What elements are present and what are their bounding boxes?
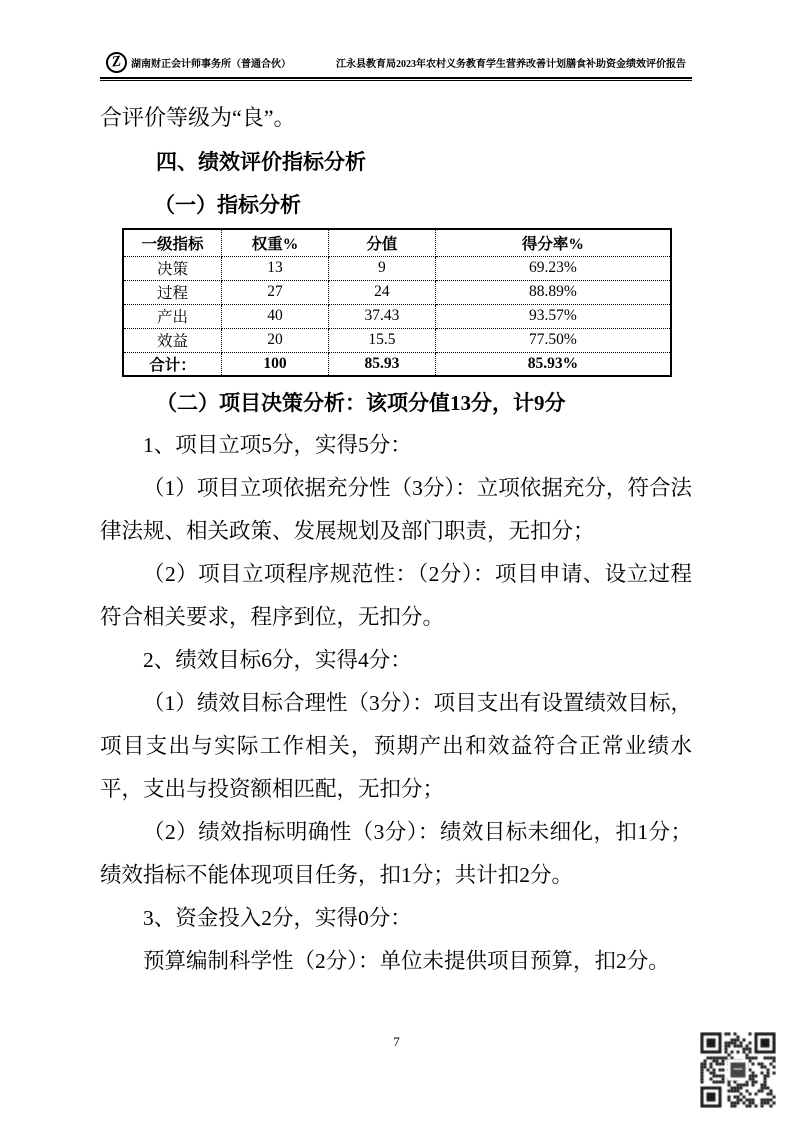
table-row: [123, 328, 671, 352]
table-cell: 85.93: [328, 352, 435, 376]
table-cell: 88.89%: [435, 280, 671, 304]
section-heading: 四、绩效评价指标分析: [156, 151, 366, 174]
table-row: [123, 304, 671, 328]
body-paragraph: 1、项目立项5分，实得5分：: [143, 433, 412, 457]
table-row: [123, 352, 671, 376]
firm-logo-glyph: Z: [110, 53, 123, 71]
table-cell: 24: [328, 280, 435, 304]
table-column-header: 权重%: [222, 229, 329, 256]
sub-heading-indicator-analysis: （一）指标分析: [154, 193, 301, 217]
table-column-header: 一级指标: [123, 229, 222, 256]
table-column-header: 分值: [328, 229, 435, 256]
table-cell: 85.93%: [435, 352, 671, 376]
table-cell: 13: [222, 256, 329, 280]
table-cell: 100: [222, 352, 329, 376]
firm-name: 湖南财正会计师事务所（普通合伙）: [131, 59, 291, 70]
table-cell: 过程: [123, 280, 222, 304]
table-row: [123, 280, 671, 304]
qr-code-image: [700, 1032, 776, 1108]
body-paragraph: （2）项目立项程序规范性：（2分）：项目申请、设立过程符合相关要求，程序到位，无扣分。: [100, 562, 692, 629]
table-cell: 9: [328, 256, 435, 280]
table-cell: 20: [222, 328, 329, 352]
sub-heading-decision-analysis: （二）项目决策分析：该项分值13分，计9分: [156, 391, 566, 415]
table-cell: 决策: [123, 256, 222, 280]
page-header: [100, 0, 692, 81]
table-cell: 合计：: [123, 352, 222, 376]
body-paragraph: （2）绩效指标明确性（3分）：绩效目标未细化，扣1分；绩效指标不能体现项目任务，扣1分；共计扣2分。: [100, 820, 692, 887]
body-paragraph: 2、绩效目标6分，实得4分：: [143, 648, 412, 672]
body-paragraph: （1）项目立项依据充分性（3分）：立项依据充分，符合法律法规、相关政策、发展规划及部门职责，无扣分；: [100, 476, 692, 543]
table-cell: 15.5: [328, 328, 435, 352]
indicator-table: [122, 228, 672, 377]
table-cell: 37.43: [328, 304, 435, 328]
body-paragraph: 预算编制科学性（2分）：单位未提供项目预算，扣2分。: [143, 949, 670, 973]
table-row: [123, 256, 671, 280]
report-title: 江永县教育局2023年农村义务教育学生营养改善计划膳食补助资金绩效评价报告: [336, 59, 686, 70]
page-number: 7: [393, 1034, 400, 1049]
firm-logo-icon: [105, 51, 129, 75]
table-cell: 27: [222, 280, 329, 304]
table-header-row: [123, 229, 671, 256]
intro-paragraph: 合评价等级为“良”。: [100, 105, 296, 130]
table-column-header: 得分率%: [435, 229, 671, 256]
table-cell: 产出: [123, 304, 222, 328]
table-cell: 93.57%: [435, 304, 671, 328]
table-cell: 40: [222, 304, 329, 328]
header-divider: [100, 77, 692, 81]
qr-code: [700, 1032, 776, 1108]
body-paragraph: 3、资金投入2分，实得0分：: [143, 906, 412, 930]
table-cell: 69.23%: [435, 256, 671, 280]
table-cell: 77.50%: [435, 328, 671, 352]
table-cell: 效益: [123, 328, 222, 352]
body-paragraph: （1）绩效目标合理性（3分）：项目支出有设置绩效目标，项目支出与实际工作相关，预期产出和效益符合正常业绩水平，支出与投资额相匹配，无扣分；: [100, 691, 692, 801]
